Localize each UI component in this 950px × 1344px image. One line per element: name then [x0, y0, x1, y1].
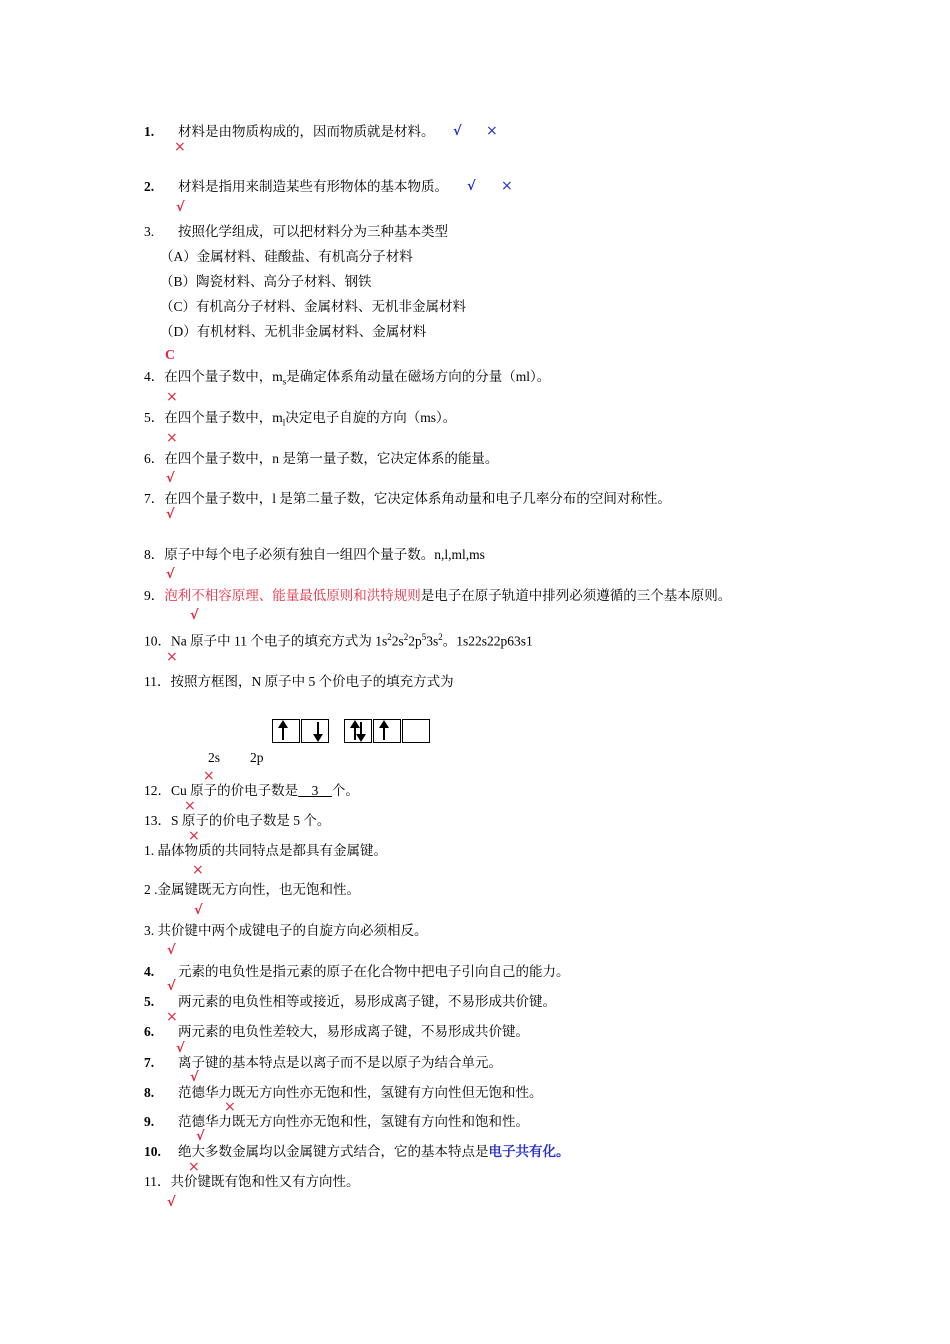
- question-text-tail: 个。: [331, 783, 359, 798]
- question-text: 两元素的电负性相等或接近，易形成离子键，不易形成共价键。: [178, 994, 556, 1009]
- question-text: S 原子的价电子数是 5 个。: [171, 813, 331, 828]
- emphasized-term: 电子共有化。: [488, 1144, 570, 1159]
- answer-mark: ×: [188, 828, 200, 844]
- question-number: 1.: [144, 124, 155, 139]
- answer-mark: ×: [188, 1159, 200, 1175]
- question-text: 按照化学组成，可以把材料分为三种基本类型: [178, 224, 448, 239]
- question-3: [144, 223, 448, 241]
- orbital: 3s: [426, 633, 439, 649]
- answer-mark: ×: [224, 1099, 236, 1115]
- question-9: [144, 587, 731, 605]
- p2-question-8: [144, 1084, 543, 1102]
- answer-mark: √: [167, 979, 176, 994]
- question-text: 材料是指用来制造某些有形物体的基本物质。: [178, 179, 448, 194]
- question-13: [144, 812, 330, 830]
- question-number: 1.: [144, 843, 155, 858]
- question-text: 范德华力既无方向性亦无饱和性，氢键有方向性但无饱和性。: [178, 1085, 543, 1100]
- question-number: 9．: [144, 588, 165, 603]
- answer-mark: ×: [166, 649, 178, 665]
- subscript: s: [282, 376, 287, 387]
- question-text: 在四个量子数中，m: [164, 410, 283, 425]
- question-number: 2 .: [144, 882, 158, 897]
- question-number: 3.: [144, 224, 155, 239]
- answer-mark: ×: [166, 389, 178, 405]
- option-b: （B）陶瓷材料、高分子材料、钢铁: [160, 274, 372, 289]
- question-5: [144, 409, 456, 432]
- question-text-tail: 是确定体系角动量在磁场方向的分量（ml）。: [286, 369, 551, 384]
- question-text: 在四个量子数中，m: [164, 369, 283, 384]
- question-number: 8．: [144, 547, 165, 562]
- true-option-mark[interactable]: √: [467, 179, 476, 194]
- question-text: 按照方框图，N 原子中 5 个价电子的填充方式为: [170, 674, 454, 689]
- question-text: Cu 原子的价电子数是: [171, 783, 299, 798]
- answer-mark: √: [176, 200, 185, 215]
- answer-mark: √: [166, 471, 175, 486]
- question-text: 原子中每个电子必须有独自一组四个量子数。n,l,ml,ms: [164, 547, 485, 562]
- question-12: [144, 782, 359, 800]
- question-number: 2.: [144, 179, 155, 194]
- spin-up-arrow-icon: [282, 722, 284, 740]
- answer-mark: √: [194, 903, 203, 918]
- question-text-tail: 决定电子自旋的方向（ms）。: [285, 410, 457, 425]
- p2-question-5: [144, 993, 556, 1011]
- question-text: 绝大多数金属均以金属键方式结合，它的基本特点是: [178, 1144, 489, 1159]
- p2-question-2: [144, 881, 360, 899]
- p2-question-1: [144, 842, 387, 860]
- question-text: 两元素的电负性差较大，易形成离子键，不易形成共价键。: [178, 1024, 529, 1039]
- question-number: 13．: [144, 813, 171, 828]
- option-d: （D）有机材料、无机非金属材料、金属材料: [160, 324, 427, 339]
- question-11: [144, 673, 454, 691]
- question-1: [144, 123, 435, 141]
- superscript: 5: [421, 632, 427, 642]
- label-2s: 2s: [208, 750, 221, 765]
- question-number: 7.: [144, 1055, 155, 1070]
- p2-question-10: [144, 1143, 570, 1161]
- question-10: [144, 628, 533, 651]
- true-option-mark[interactable]: √: [453, 124, 462, 139]
- question-number: 6．: [144, 451, 165, 466]
- answer-mark: √: [166, 567, 175, 582]
- subscript: l: [282, 417, 286, 428]
- question-number: 5．: [144, 410, 165, 425]
- question-text: Na 原子中 11 个电子的填充方式为 1s: [171, 633, 388, 649]
- superscript: 2: [438, 632, 443, 642]
- question-text: 元素的电负性是指元素的原子在化合物中把电子引向自己的能力。: [178, 964, 570, 979]
- p2-question-6: [144, 1023, 529, 1041]
- orbital-2p-box: [344, 719, 448, 743]
- question-6: [144, 450, 498, 468]
- question-number: 10.: [144, 1144, 161, 1159]
- question-7: [144, 490, 671, 508]
- spin-down-arrow-icon: [360, 722, 362, 740]
- answer-mark: ×: [192, 862, 204, 878]
- blank-value: 3: [311, 783, 319, 798]
- question-text: 在四个量子数中，n 是第一量子数，它决定体系的能量。: [164, 451, 499, 466]
- question-4: [144, 368, 550, 391]
- answer-mark: √: [196, 1129, 205, 1144]
- answer-mark: √: [166, 507, 175, 522]
- answer-mark: ×: [166, 1009, 178, 1025]
- label-2p: 2p: [250, 750, 264, 765]
- question-number: 4.: [144, 964, 155, 979]
- question-number: 12．: [144, 783, 171, 798]
- question-text: 金属键既无方向性，也无饱和性。: [157, 882, 360, 897]
- answer-mark: √: [190, 1070, 199, 1085]
- question-text: 在四个量子数中，l 是第二量子数，它决定体系角动量和电子几率分布的空间对称性。: [164, 491, 671, 506]
- answer-mark: √: [167, 943, 176, 958]
- false-option-mark[interactable]: ×: [501, 178, 513, 194]
- answer-mark: ×: [203, 768, 215, 784]
- answer-mark: ×: [166, 430, 178, 446]
- question-2: [144, 178, 448, 196]
- question-number: 6.: [144, 1024, 155, 1039]
- answer-mark: √: [176, 1041, 185, 1056]
- question-number: 5.: [144, 994, 155, 1009]
- spin-up-arrow-icon: [383, 722, 385, 740]
- false-option-mark[interactable]: ×: [486, 123, 498, 139]
- question-text: 材料是由物质构成的，因而物质就是材料。: [178, 124, 435, 139]
- question-text: 共价键既有饱和性又有方向性。: [170, 1174, 360, 1189]
- superscript: 2: [387, 632, 392, 642]
- option-a: （A）金属材料、硅酸盐、有机高分子材料: [160, 249, 413, 264]
- answer-mark: √: [190, 608, 199, 623]
- question-number: 7．: [144, 491, 165, 506]
- p2-question-3: [144, 922, 428, 940]
- option-c: （C）有机高分子材料、金属材料、无机非金属材料: [160, 299, 467, 314]
- orbital-2s-box: [272, 719, 332, 743]
- question-number: 11．: [144, 1174, 171, 1189]
- question-number: 10．: [144, 633, 171, 649]
- question-number: 8.: [144, 1085, 155, 1100]
- question-text: 共价键中两个成键电子的自旋方向必须相反。: [157, 923, 428, 938]
- answer-blank: [298, 783, 332, 798]
- question-text: 是电子在原子轨道中排列必须遵循的三个基本原则。: [420, 588, 732, 603]
- p2-question-4: [144, 963, 570, 981]
- answer-mark: ×: [184, 798, 196, 814]
- question-text-tail: 。1s22s22p63s1: [442, 633, 533, 649]
- question-number: 3.: [144, 923, 155, 938]
- question-number: 9.: [144, 1114, 155, 1129]
- orbital: 2s: [391, 633, 404, 649]
- answer-mark: √: [167, 1195, 176, 1210]
- answer-mark: ×: [174, 139, 186, 155]
- question-text: 离子键的基本特点是以离子而不是以原子为结合单元。: [178, 1055, 502, 1070]
- question-number: 11．: [144, 674, 171, 689]
- orbital: 2p: [408, 633, 422, 649]
- p2-question-11: [144, 1173, 360, 1191]
- superscript: 2: [403, 632, 409, 642]
- question-8: [144, 546, 485, 564]
- question-text: 晶体物质的共同特点是都具有金属键。: [157, 843, 387, 858]
- answer-letter: C: [165, 348, 176, 363]
- highlighted-term: 泡利不相容原理、能量最低原则和洪特规则: [164, 588, 421, 603]
- question-number: 4．: [144, 369, 165, 384]
- question-text: 范德华力既无方向性亦无饱和性，氢键有方向性和饱和性。: [178, 1114, 529, 1129]
- spin-down-arrow-icon: [317, 722, 319, 740]
